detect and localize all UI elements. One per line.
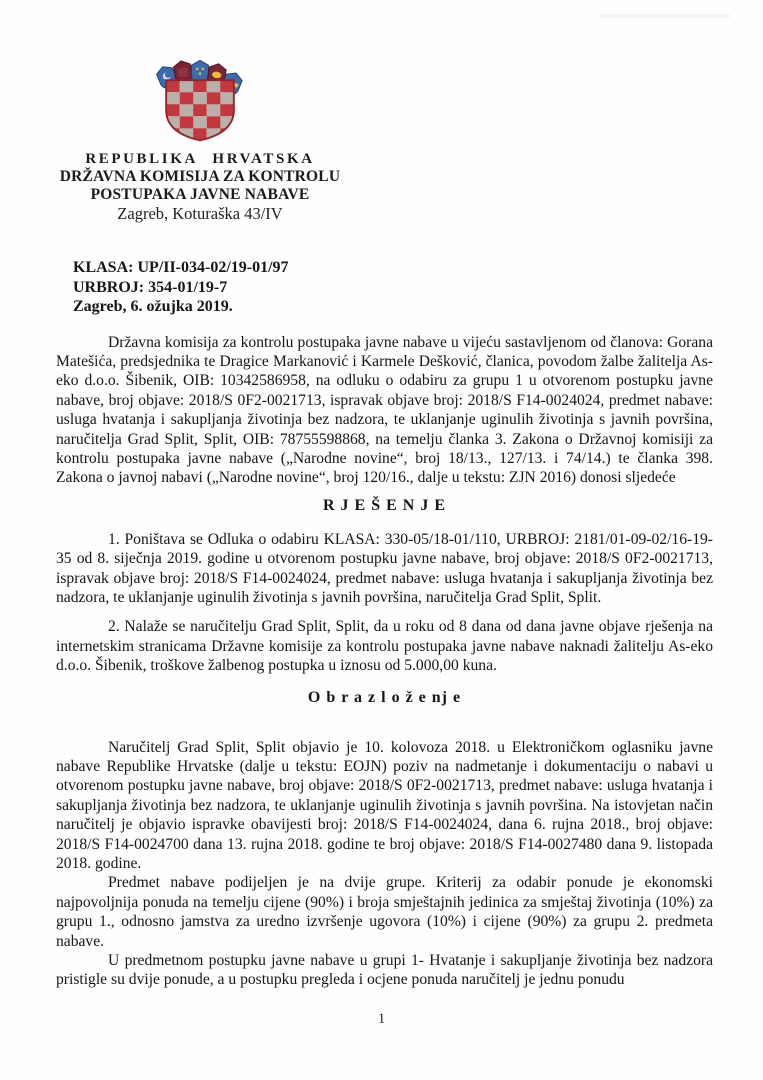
page-number: 1 [377, 1011, 386, 1027]
rjesenje-item-1: 1. Poništava se Odluka o odabiru KLASA: 330-05/18-01/110, URBROJ: 2181/01-09-02/16-19-35 od 8. siječnja 2019. godine u otvorenom postupku javne nabave, broj objave: 2018/S 0F2-0021713, ispravak objave broj: 2018/S F14-0024024, predmet nabave: usluga hvatanja i sakupljanja životinja bez nadzora, te uklanjanje uginulih životinja s javnih površina, naručitelja Grad Split, Split. [56, 530, 713, 606]
case-info-block [73, 258, 763, 317]
croatian-coat-of-arms-icon [35, 55, 365, 143]
klasa-line: KLASA: UP/II-034-02/19-01/97 [73, 259, 289, 276]
obrazlozenje-paragraph-1: Naručitelj Grad Split, Split objavio je 10. kolovoza 2018. u Elektroničkom oglasniku javne nabave Republike Hrvatske (dalje u tekstu: EOJN) poziv na nadmetanje i dokumentaciju o nabavi u otvorenom postupku javne nabave, broj objave: 2018/S 0F2-0021713, predmet nabave: usluga hvatanja i sakupljanja životinja bez nadzora, te uklanjanje uginulih životinja s javnih površina. Na istovjetan način naručitelj je objavio ispravke obavijesti broj: 2018/S F14-0024024, dana 6. rujna 2018., broj objave: 2018/S F14-0024700 dana 13. rujna 2018. godine te broj objave: 2018/S F14-0027480 dana 9. listopada 2018. godine. [56, 738, 713, 873]
letterhead-address: Zagreb, Koturaška 43/IV [117, 204, 283, 223]
scan-artifact [600, 14, 730, 18]
intro-paragraph: Državna komisija za kontrolu postupaka javne nabave u vijeću sastavljenom od članova: Gorana Matešića, predsjednika te Dragice Markanović i Karmele Dešković, članica, povodom žalbe žalitelja As-eko d.o.o. Šibenik, OIB: 10342586958, na odluku o odabiru za grupu 1 u otvorenom postupku javne nabave, broj objave: 2018/S 0F2-0021713, ispravak objave broj: 2018/S F14-0024024, predmet nabave: usluga hvatanja i sakupljanja životinja bez nadzora, te uklanjanje uginulih životinja s javnih površina, naručitelja Grad Split, Split, OIB: 78755598868, na temelju članka 3. Zakona o Državnoj komisiji za kontrolu postupaka javne nabave („Narodne novine“, broj 18/13., 127/13. i 74/14.) te članka 398. Zakona o javnoj nabavi („Narodne novine“, broj 120/16., dalje u tekstu: ZJN 2016) donosi sljedeće [56, 333, 713, 487]
place-date-line: Zagreb, 6. ožujka 2019. [73, 298, 233, 315]
letterhead [35, 55, 365, 223]
rjesenje-heading: R J E Š E N J E [322, 496, 447, 514]
document-body [56, 333, 713, 990]
letterhead-institution-line1: DRŽAVNA KOMISIJA ZA KONTROLU [59, 168, 341, 185]
letterhead-country: REPUBLIKA HRVATSKA [85, 151, 315, 167]
rjesenje-item-2: 2. Nalaže se naručitelju Grad Split, Split, da u roku od 8 dana od dana javne objave rješenja na internetskim stranicama Državne komisije za kontrolu postupaka javne nabave naknadi žalitelju As-eko d.o.o. Šibenik, troškove žalbenog postupka u iznosu od 5.000,00 kuna. [56, 618, 713, 675]
obrazlozenje-heading: O b r a z l o ž e nj e [307, 688, 462, 706]
obrazlozenje-paragraph-3: U predmetnom postupku javne nabave u grupi 1- Hvatanje i sakupljanje životinja bez nadzora pristigle su dvije ponude, a u postupku pregleda i ocjene ponuda naručitelj je jednu ponudu [56, 952, 713, 989]
urbroj-line: URBROJ: 354-01/19-7 [73, 278, 228, 296]
letterhead-institution-line2: POSTUPAKA JAVNE NABAVE [90, 186, 310, 203]
obrazlozenje-paragraph-2: Predmet nabave podijeljen je na dvije grupe. Kriterij za odabir ponude je ekonomski najpovoljnija ponuda na temelju cijene (90%) i broja smještajnih jedinica za smještaj životinja (10%) za grupu 1., odnosno jamstva za uredno izvršenje ugovora (10%) i cijene (90%) za grupu 2. predmeta nabave. [56, 874, 713, 950]
